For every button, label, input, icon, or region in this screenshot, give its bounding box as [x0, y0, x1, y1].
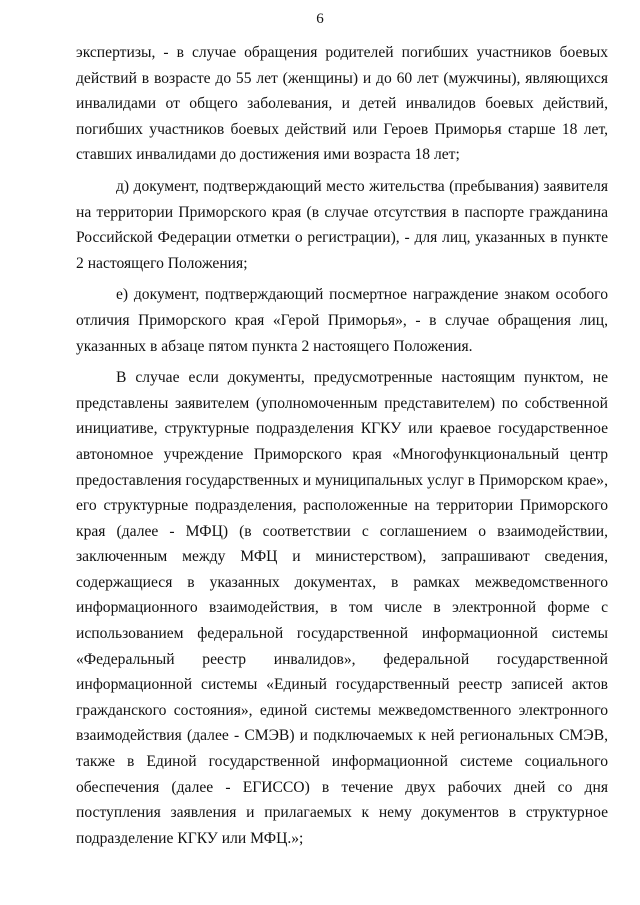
document-body	[76, 40, 608, 851]
page-number: 6	[316, 11, 324, 27]
paragraph-interagency-request: В случае если документы, предусмотренные настоящим пунктом, не представлены заявителем (уполномоченным представителем) по собственной инициативе, структурные подразделения КГКУ или краевое государственное автономное учреждение Приморского края «Многофункциональный центр предоставления государственных и муниципальных услуг в Приморском крае», его структурные подразделения, расположенные на территории Приморского края (далее - МФЦ) (в соответствии с соглашением о взаимодействии, заключенным между МФЦ и министерством), запрашивают сведения, содержащиеся в указанных документах, в рамках межведомственного информационного взаимодействия, в том числе в электронной форме с использованием федеральной государственной информационной системы «Федеральный реестр инвалидов», федеральной государственной информационной системы «Единый государственный реестр записей актов гражданского состояния», единой системы межведомственного электронного взаимодействия (далее - СМЭВ) и подключаемых к ней региональных СМЭВ, также в Единой государственной информационной системе социального обеспечения (далее - ЕГИССО) в течение двух рабочих дней со дня поступления заявления и прилагаемых к нему документов в структурное подразделение КГКУ или МФЦ.»;	[76, 369, 608, 847]
paragraph-item-d: д) документ, подтверждающий место жительства (пребывания) заявителя на территории Приморского края (в случае отсутствия в паспорте гражданина Российской Федерации отметки о регистрации), - для лиц, указанных в пункте 2 настоящего Положения;	[76, 177, 608, 272]
paragraph-item-e: е) документ, подтверждающий посмертное награждение знаком особого отличия Приморского края «Герой Приморья», - в случае обращения лиц, указанных в абзаце пятом пункта 2 настоящего Положения.	[76, 286, 608, 355]
paragraph-continuation: экспертизы, - в случае обращения родителей погибших участников боевых действий в возрасте до 55 лет (женщины) и до 60 лет (мужчины), являющихся инвалидами от общего заболевания, и детей инвалидов боевых действий, погибших участников боевых действий или Героев Приморья старше 18 лет, ставших инвалидами до достижения ими возраста 18 лет;	[76, 44, 608, 164]
